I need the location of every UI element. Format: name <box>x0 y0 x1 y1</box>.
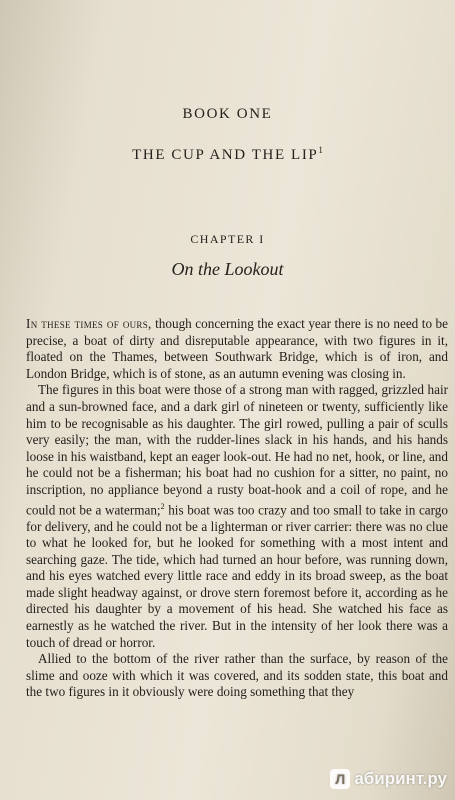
footnote-ref: 2 <box>160 501 165 511</box>
chapter-number: CHAPTER I <box>190 232 265 246</box>
book-title: BOOK ONE <box>182 106 273 122</box>
part-title-text: THE CUP AND THE LIP <box>132 147 319 163</box>
paragraph-text: The figures in this boat were those of a strong man with ragged, grizzled hair and a sun-browned face, and a dark girl of nineteen or twenty, sufficiently like him to be recognisable as his daughter. The girl rowed, pulling a pair of sculls very easily; the man, with the rudder-lines slack in his hands, and his hands loose in his waistband, kept an eager look-out. He had no net, hook, or line, and he could not be a fisherman; his boat had no cushion for a sitter, no paint, no inscription, no appliance beyond a rusty boat-hook and a coil of rope, and he could not be a waterman; <box>26 382 448 517</box>
chapter-title: On the Lookout <box>171 259 284 279</box>
labirint-logo-icon: Л <box>330 769 350 789</box>
opening-small-caps: In these times of ours, <box>26 316 152 331</box>
paragraph-text: though concerning the exact year there is no need to be precise, a boat of dirty and disreputable appearance, with two figures in it, floated on the Thames, between Southwark Bridge, which is of iron, and London Bridge, which is of stone, as an autumn evening was closing in. <box>26 316 448 381</box>
body-text <box>26 316 448 701</box>
paragraph-text: Allied to the bottom of the river rather than the surface, by reason of the slime and ooze with which it was covered, and its sodden state, this boat and the two figures in it obviously were doing something that they <box>26 651 448 700</box>
show-through-text <box>0 0 455 60</box>
part-note-ref: 1 <box>318 145 323 155</box>
part-title <box>0 145 455 164</box>
watermark <box>330 768 447 790</box>
paragraph <box>26 316 448 382</box>
paragraph <box>26 651 448 701</box>
watermark-text: абиринт.ру <box>354 769 447 788</box>
paragraph <box>26 382 448 651</box>
paragraph-text: his boat was too crazy and too small to take in cargo for delivery, and he could not be a lighterman or river carrier: there was no clue to what he looked for, but he looked for something with a most intent and searching gaze. The tide, which had turned an hour before, was running down, and his eyes watched every little race and eddy in its broad sweep, as the boat made slight headway against, or drove stern foremost before it, according as he directed his daughter by a movement of his head. She watched his face as earnestly as he watched the river. But in the intensity of her look there was a touch of dread or horror. <box>26 501 448 650</box>
